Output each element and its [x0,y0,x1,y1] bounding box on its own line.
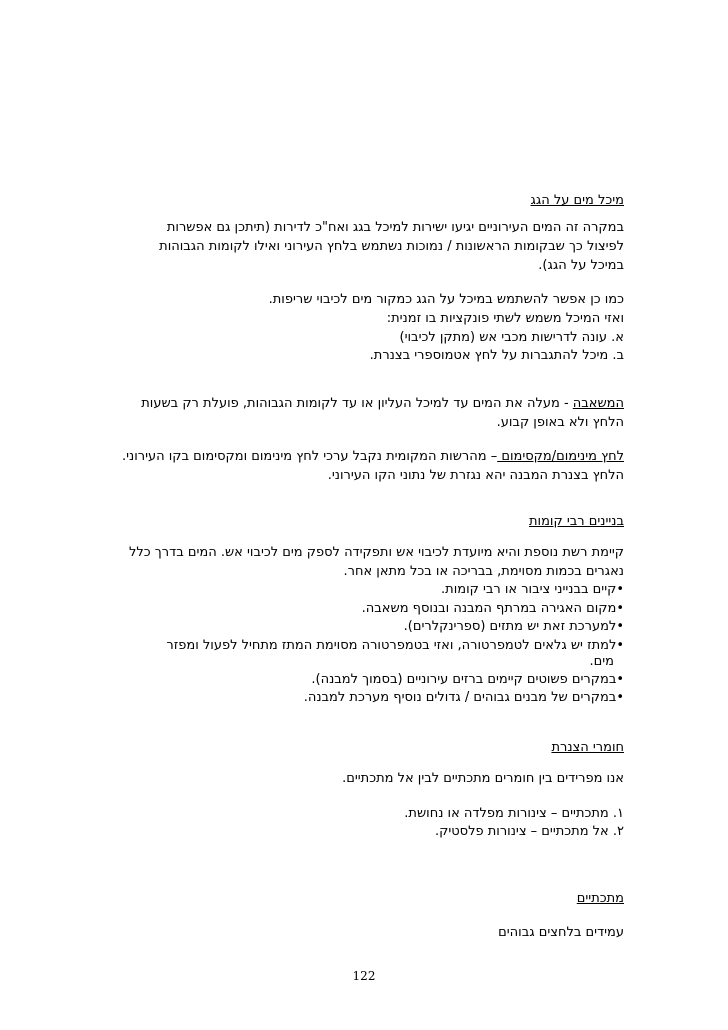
paragraph-line: כמו כן אפשר להשתמש במיכל על הגג כמקור מים לכיבוי שריפות. [268,292,624,307]
paragraph-line: במקרה זה המים העירוניים יגיעו ישירות למיכל בגג ואח"כ לדירות (תיתכן גם אפשרות [166,220,624,235]
list-item: •קיים בבנייני ציבור או רבי קומות. [441,582,624,597]
list-item: ١. מתכתיים – צינורות מפלדה או נחושת. [404,806,624,821]
paragraph-line: קיימת רשת נוספת והיא מיועדת לכיבוי אש ותפקידה לספק מים לכיבוי אש. המים בדרך כלל [129,545,624,560]
section-heading-roof-tank: מיכל מים על הגג [530,193,624,208]
pressure-description: – מהרשות המקומית נקבל ערכי לחץ מינימום ומקסימום בקו העירוני. [121,449,498,464]
pressure-term: לחץ מינימום/מקסימום [497,449,624,464]
list-item: •במקרים פשוטים קיימים ברזים עירוניים (בסמוך למבנה). [311,672,624,687]
paragraph-line: עמידים בלחצים גבוהים [498,925,624,940]
list-item: •למתז יש גלאים לטמפרטורה, ואזי בטמפרטורה מסוימת המתז מתחיל לפעול ומפזר [166,638,624,653]
pump-paragraph [141,396,624,412]
paragraph-line: הלחץ ולא באופן קבוע. [496,415,624,430]
pump-term: המשאבה [572,396,624,411]
list-item: •מקום האגירה במרתף המבנה ובנוסף משאבה. [361,601,624,616]
paragraph-line: אנו מפרידים בין חומרים מתכתיים לבין אל מתכתיים. [342,771,624,786]
paragraph-line: ואזי המיכל משמש לשתי פונקציות בו זמנית: [386,311,624,326]
section-heading-materials: חומרי הצנרת [551,740,624,755]
list-item: •במקרים של מבנים גבוהים / גדולים נוסיף מערכת למבנה. [303,690,624,705]
list-item: •למערכת זאת יש מתזים (ספרינקלרים). [403,619,624,634]
paragraph-line: ב. מיכל להתגברות על לחץ אטמוספרי בצנרת. [369,348,624,363]
paragraph-line: א. עונה לדרישות מכבי אש (מתקן לכיבוי) [399,330,624,345]
paragraph-line: נאגרים בכמות מסוימת, בבריכה או בכל מתאן אחר. [343,564,624,579]
paragraph-line: במיכל על הגג). [538,258,624,273]
pump-description: - מעלה את המים עד למיכל העליון או עד לקומות הגבוהות, פועלת רק בשעות [141,396,573,411]
section-heading-metals: מתכתיים [576,891,624,906]
paragraph-line: הלחץ בצנרת המבנה יהא נגזרת של נתוני הקו העירוני. [327,468,624,483]
list-item: ٢. אל מתכתיים – צינורות פלסטיק. [434,824,624,839]
paragraph-line: לפיצול כך שבקומות הראשונות / נמוכות נשתמש בלחץ העירוני ואילו לקומות הגבוהות [159,239,624,254]
page-number: 122 [352,969,376,983]
section-heading-highrise: בניינים רבי קומות [529,514,624,529]
list-item-continuation: מים. [589,654,614,669]
pressure-paragraph [122,449,624,465]
